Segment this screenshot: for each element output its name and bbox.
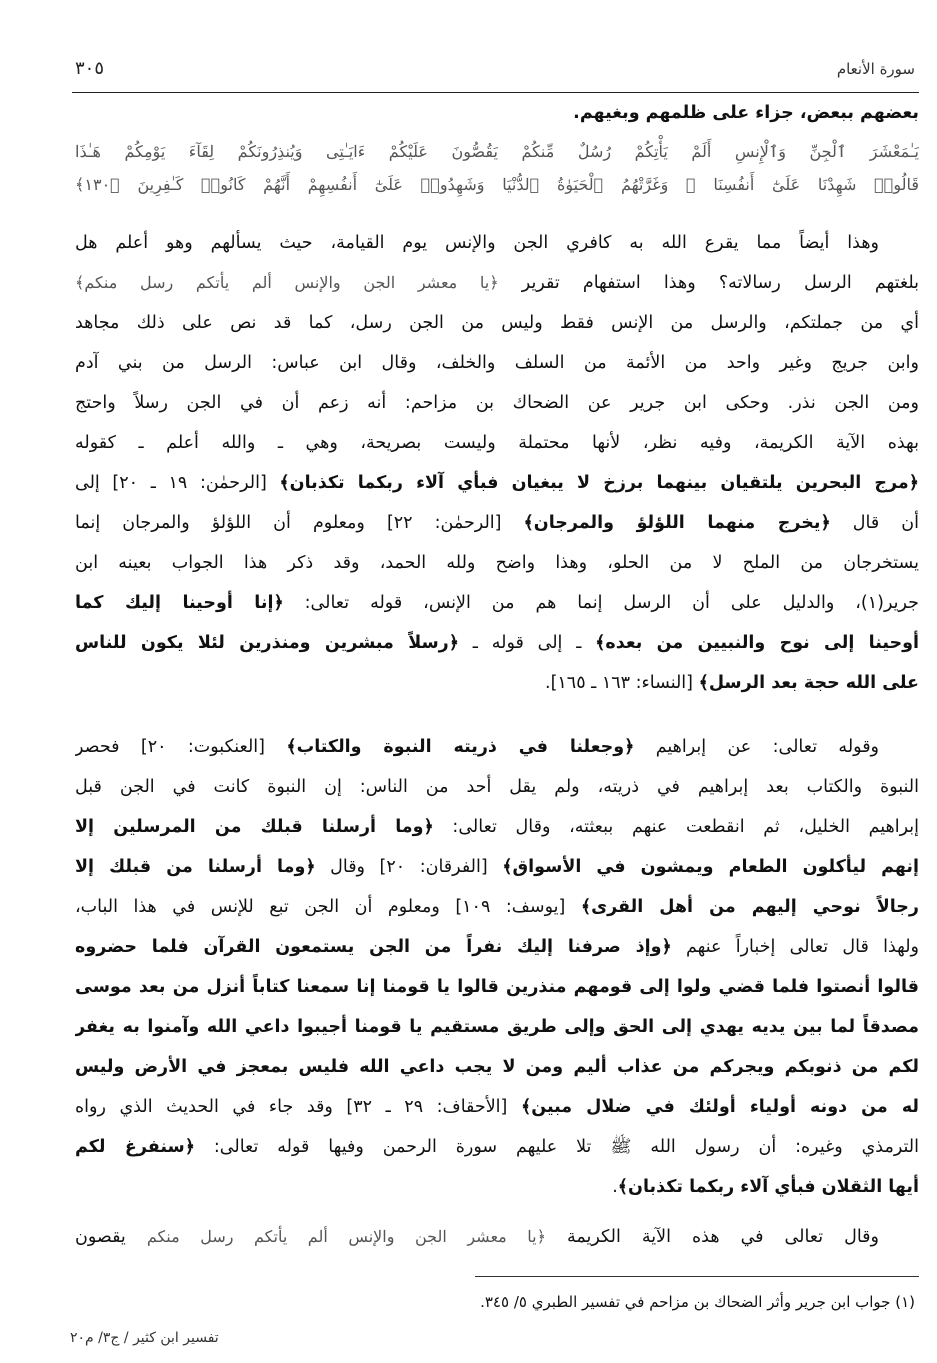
text-line (75, 807, 919, 847)
text-segment: [الرحمٰن: ٢٢] ومعلوم أن اللؤلؤ والمرجان إنما (75, 513, 524, 533)
text-segment: وقوله تعالى: عن إبراهيم (634, 737, 879, 757)
quran-quote: ﴿وجعلنا في ذريته النبوة والكتاب﴾ (286, 737, 635, 757)
quran-quote: ﴿يا معشر الجن والإنس ألم يأتكم رسل منكم (146, 1227, 546, 1246)
text-segment: [الرحمٰن: ١٩ ـ ٢٠] إلى (75, 473, 280, 493)
text-segment: وابن جريج وغير واحد من الأئمة من السلف والخلف، وقال ابن عباس: الرسل من بني آدم (75, 353, 919, 373)
text-segment: ومن الجن نذر. وحكى ابن جرير عن الضحاك بن مزاحم: أنه زعم أن في الجن رسلاً واحتج (75, 393, 919, 413)
text-segment: يستخرجان من الملح لا من الحلو، وهذا واضح ولله الحمد، وقد ذكر هذا الجواب بعينه ابن (75, 553, 919, 573)
text-line (75, 967, 919, 1007)
quran-quote: ﴿إنا أوحينا إليك كما (75, 593, 284, 613)
text-segment: أن قال (830, 513, 919, 533)
text-segment: يقصون (75, 1227, 147, 1247)
text-segment: الترمذي وغيره: أن رسول الله ﷺ تلا عليهم سورة الرحمن وفيها قوله تعالى: (194, 1137, 919, 1157)
text-segment: [يوسف: ١٠٩] ومعلوم أن الجن تبع للإنس في هذا الباب، (75, 897, 581, 917)
text-segment: جرير(١)، والدليل على أن الرسل إنما هم من الإنس، قوله تعالى: (283, 593, 919, 613)
quran-quote: أيها الثقلان فبأي آلاء ربكما تكذبان﴾ (617, 1177, 919, 1197)
text-segment: [الفرقان: ٢٠] وقال (315, 857, 503, 877)
text-segment: [العنكبوت: ٢٠] فحصر (75, 737, 287, 757)
quran-quote: ﴿مرج البحرين يلتقيان بينهما برزخ لا يبغيان فبأي آلاء ربكما تكذبان﴾ (279, 473, 919, 493)
text-line (75, 93, 919, 133)
quran-quote: له من دونه أولياء أولئك في ضلال مبين﴾ (520, 1097, 919, 1117)
footnote: (١) جواب ابن جرير وأثر الضحاك بن مزاحم في تفسير الطبري ٥/ ٣٤٥. (480, 1293, 915, 1311)
text-line (75, 1047, 919, 1087)
quran-quote: ﴿وما أرسلنا قبلك من المرسلين إلا (75, 817, 434, 837)
quran-quote: إنهم ليأكلون الطعام ويمشون في الأسواق﴾ (502, 857, 919, 877)
text-segment: بهذه الآية الكريمة، وفيه نظر، لأنها محتملة وليست بصريحة، وهي ـ والله أعلم ـ كقوله (75, 433, 919, 453)
page-number: ٣٠٥ (75, 58, 105, 79)
text-line (75, 583, 919, 623)
text-line (75, 463, 919, 503)
text-line (75, 727, 879, 767)
quran-quote: بعضهم ببعض، جزاء على ظلمهم وبغيهم. (573, 103, 919, 123)
quran-verse-line: يَـٰمَعْشَرَ ٱلْجِنِّ وَٱلْإِنسِ أَلَمْ يَأْتِكُمْ رُسُلٌ مِّنكُمْ يَقُصُّونَ عَلَيْكُمْ ءَايَـٰتِى وَيُنذِرُونَكُمْ لِقَآءَ يَوْمِكُمْ هَـٰذَا (75, 142, 919, 161)
text-line (75, 383, 919, 423)
text-segment: وهذا أيضاً مما يقرع الله به كافري الجن والإنس يوم القيامة، حيث يسألهم وهو أعلم هل (75, 233, 879, 253)
text-line (75, 767, 919, 807)
text-line (75, 847, 919, 887)
quran-quote: لكم من ذنوبكم ويجركم من عذاب أليم ومن لا يجب داعي الله فليس بمعجز في الأرض وليس (75, 1057, 919, 1077)
text-line (75, 1007, 919, 1047)
text-segment: النبوة والكتاب بعد إبراهيم في ذريته، ولم يقل أحد من الناس: إن النبوة كانت في الجن قبل (75, 777, 919, 797)
quran-quote: ﴿رسلاً مبشرين ومنذرين لئلا يكون للناس (75, 633, 460, 653)
text-line (75, 623, 919, 663)
quran-quote: رجالاً نوحي إليهم من أهل القرى﴾ (580, 897, 919, 917)
text-line (75, 887, 919, 927)
text-segment: وقال تعالى في هذه الآية الكريمة (545, 1227, 879, 1247)
text-segment: . (612, 1177, 618, 1197)
quran-verse-line: قَالُوا۟ شَهِدْنَا عَلَىٰٓ أَنفُسِنَا ۖ وَغَرَّتْهُمُ ٱلْحَيَوٰةُ ٱلدُّنْيَا وَشَهِدُوا۟ عَلَىٰٓ أَنفُسِهِمْ أَنَّهُمْ كَانُوا۟ كَـٰفِرِينَ ﴿١٣٠﴾ (75, 175, 919, 194)
text-line (75, 343, 919, 383)
footnote-divider (475, 1276, 919, 1277)
quran-quote: ﴿وإذ صرفنا إليك نفراً من الجن يستمعون القرآن فلما حضروه (75, 937, 672, 957)
running-header-surah: سورة الأنعام (836, 60, 915, 78)
text-line (75, 303, 919, 343)
text-segment: [النساء: ١٦٣ ـ ١٦٥]. (545, 673, 699, 693)
text-line (75, 663, 919, 703)
text-line (75, 1087, 919, 1127)
text-line (75, 223, 879, 263)
quran-quote: على الله حجة بعد الرسل﴾ (698, 673, 919, 693)
text-line (75, 503, 919, 543)
page-footer: تفسير ابن كثير / ج٣/ م٢٠ (70, 1330, 219, 1346)
quran-quote: ﴿وما أرسلنا من قبلك إلا (75, 857, 316, 877)
text-segment: أي من جملتكم، والرسل من الإنس فقط وليس من الجن رسل، كما قد نص على ذلك مجاهد (75, 313, 919, 333)
text-segment: [الأحقاف: ٢٩ ـ ٣٢] وقد جاء في الحديث الذي رواه (75, 1097, 521, 1117)
text-segment: بلغتهم الرسل رسالاته؟ وهذا استفهام تقرير (498, 273, 919, 293)
text-line (75, 263, 919, 303)
quran-quote: قالوا أنصتوا فلما قضي ولوا إلى قومهم منذرين قالوا يا قومنا إنا سمعنا كتاباً أنزل من بعد موسى (75, 977, 919, 997)
text-segment: ـ إلى قوله ـ (459, 633, 596, 653)
text-line (75, 1127, 919, 1167)
quran-quote: مصدقاً لما بين يديه يهدي إلى الحق وإلى طريق مستقيم يا قومنا أجيبوا داعي الله وآمنوا به يغفر (75, 1017, 919, 1037)
text-line (75, 1167, 919, 1207)
text-line (75, 543, 919, 583)
text-line (75, 423, 919, 463)
quran-quote: ﴿يخرج منهما اللؤلؤ والمرجان﴾ (523, 513, 831, 533)
text-segment: ولهذا قال تعالى إخباراً عنهم (671, 937, 919, 957)
quran-quote: ﴿سنفرغ لكم (75, 1137, 195, 1157)
text-line (75, 1217, 879, 1257)
text-line (75, 927, 919, 967)
text-segment: إبراهيم الخليل، ثم انقطعت عنهم ببعثته، وقال تعالى: (433, 817, 919, 837)
quran-quote: ﴿يا معشر الجن والإنس ألم يأتكم رسل منكم﴾ (75, 273, 499, 292)
quran-quote: أوحينا إلى نوح والنبيين من بعده﴾ (595, 633, 919, 653)
